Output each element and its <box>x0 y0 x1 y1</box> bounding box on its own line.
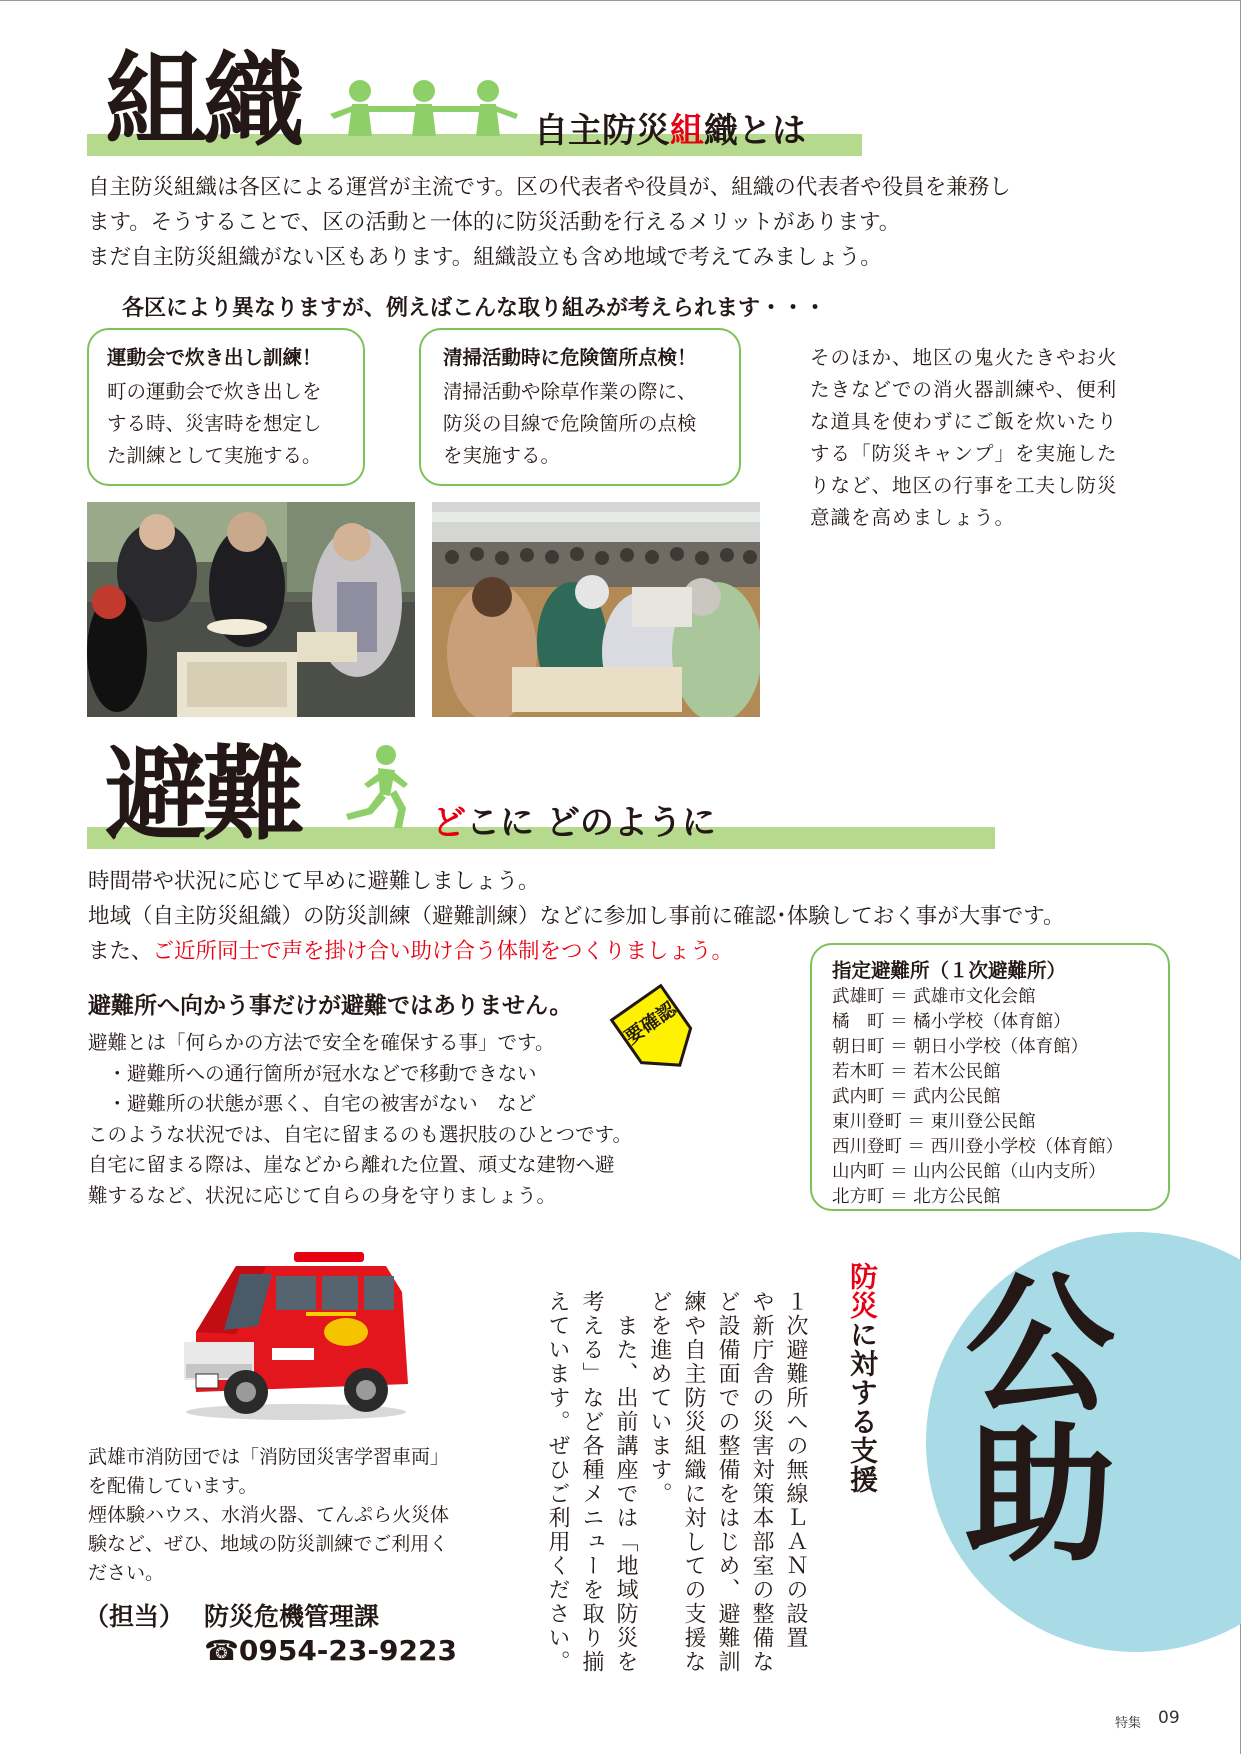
organization-lead: 各区により異なりますが、例えばこんな取り組みが考えられます・・・ <box>122 296 827 321</box>
card-text-line: 清掃活動や除草作業の際に、 <box>443 380 697 403</box>
card-text <box>107 376 349 472</box>
caption-line: 武雄市消防団では「消防団災害学習車両」 <box>88 1446 450 1468</box>
body-line: このような状況では、自宅に留まるのも選択肢のひとつです。 <box>88 1122 633 1146</box>
card-sports-day <box>87 328 365 486</box>
running-person-icon <box>340 744 420 830</box>
public-help-vertical-title <box>842 1262 882 1494</box>
card-text-line: 防災の目線で危険箇所の点検 <box>443 412 697 435</box>
subhead-text-rest: 織とは <box>704 111 806 151</box>
fire-truck-illustration <box>176 1252 416 1422</box>
vertical-title-rest: に対する支援 <box>846 1320 879 1494</box>
paragraph-line: 自主防災組織は各区による運営が主流です。区の代表者や役員が、組織の代表者や役員を兼務し <box>88 175 1011 200</box>
paragraph-text: また、 <box>88 939 153 964</box>
paragraph-line: 時間帯や状況に応じて早めに避難しましょう。 <box>88 869 540 894</box>
circle-kanji-ko: 公 <box>965 1257 1116 1433</box>
shelter-row: 若木町 ＝ 若木公民館 <box>832 1062 1001 1082</box>
contact-label: （担当） <box>84 1602 185 1631</box>
organization-side-text <box>810 342 1170 534</box>
shelter-row: 武内町 ＝ 武内公民館 <box>832 1087 1001 1107</box>
photo-cooking-training <box>87 502 415 717</box>
evacuation-bold-head: 避難所へ向かう事だけが避難ではありません。 <box>88 993 573 1019</box>
page-number: 09 <box>1158 1708 1180 1728</box>
photo-gym-inspection <box>432 502 760 717</box>
card-title: 清掃活動時に危険箇所点検！ <box>443 346 697 369</box>
card-cleanup <box>419 328 741 486</box>
evacuation-heading: 避難 <box>105 735 301 855</box>
card-title: 運動会で炊き出し訓練！ <box>107 346 322 369</box>
caption-line: 験など、ぜひ、地域の防災訓練でご利用く <box>88 1533 449 1555</box>
side-text-line: 意識を高めましょう。 <box>810 506 1016 529</box>
circle-kanji-jo: 助 <box>965 1407 1116 1583</box>
subhead-text: こに どのように <box>466 803 716 843</box>
side-text-line: する「防災キャンプ」を実施した <box>810 442 1118 465</box>
shelter-row: 山内町 ＝ 山内公民館（山内支所） <box>832 1162 1106 1182</box>
people-holding-hands-icon <box>330 78 520 136</box>
shelter-list-box <box>810 943 1170 1211</box>
shelter-row: 北方町 ＝ 北方公民館 <box>832 1187 1001 1207</box>
shelter-row: 西川登町 ＝ 西川登小学校（体育館） <box>832 1137 1124 1157</box>
shelter-row: 橘 町 ＝ 橘小学校（体育館） <box>832 1012 1071 1032</box>
shelter-row: 朝日町 ＝ 朝日小学校（体育館） <box>832 1037 1089 1057</box>
body-line: ・避難所の状態が悪く、自宅の被害がない など <box>88 1092 537 1115</box>
subhead-text: 自主防災 <box>534 111 670 151</box>
side-text-line: たきなどでの消火器訓練や、便利 <box>810 378 1118 401</box>
evacuation-body <box>88 1028 708 1211</box>
truck-caption <box>88 1443 518 1588</box>
shelter-row: 武雄町 ＝ 武雄市文化会館 <box>832 987 1036 1007</box>
body-line: 自宅に留まる際は、崖などから離れた位置、頑丈な建物へ避 <box>88 1153 615 1176</box>
caption-line: 煙体験ハウス、水消火器、てんぷら火災体 <box>88 1504 450 1526</box>
body-line: ・避難所への通行箇所が冠水などで移動できない <box>88 1061 537 1085</box>
caption-line: ださい。 <box>88 1562 165 1584</box>
side-text-line: そのほか、地区の鬼火たきやお火 <box>810 346 1118 369</box>
paragraph-red-text: ご近所同士で声を掛け合い助け合う体制をつくりましょう。 <box>152 939 734 964</box>
body-line: 難するなど、状況に応じて自らの身を守りましょう。 <box>88 1183 557 1207</box>
evacuation-subheading <box>432 803 716 843</box>
side-text-line: りなど、地区の行事を工夫し防災 <box>810 474 1118 497</box>
contact-phone: ☎0954-23-9223 <box>204 1634 457 1667</box>
vertical-title-red: 防災 <box>846 1262 879 1320</box>
card-text <box>443 376 725 472</box>
side-text-line: な道具を使わずにご飯を炊いたり <box>810 410 1118 433</box>
subhead-red-char: ど <box>432 803 466 843</box>
caption-line: を配備しています。 <box>88 1475 258 1497</box>
public-help-vertical-text: １次避難所への無線ＬＡＮの設置 や新庁舎の災害対策本部室の整備な ど設備面での整備をはじめ、避難訓 練や自主防災組織に対しての支援な どを進めています。 また、出前講座では「地域防災を 考える」など各種メニューを取り揃 えています。ぜひご利用ください。 <box>545 1290 808 1674</box>
badge-text: 要確認 <box>620 997 681 1049</box>
subhead-red-char: 組 <box>670 111 704 151</box>
organization-subheading <box>534 111 806 151</box>
card-text-line: 町の運動会で炊き出しを <box>107 380 322 403</box>
card-text-line: する時、災害時を想定し <box>107 412 322 435</box>
shelter-row: 東川登町 ＝ 東川登公民館 <box>832 1112 1036 1132</box>
paragraph-line: ます。そうすることで、区の活動と一体的に防災活動を行えるメリットがあります。 <box>88 210 901 235</box>
contact-department: 防災危機管理課 <box>204 1602 380 1631</box>
footer-section-label: 特集 <box>1115 1716 1142 1731</box>
organization-paragraph <box>88 170 1168 275</box>
card-text-line: た訓練として実施する。 <box>107 444 322 467</box>
paragraph-line: まだ自主防災組織がない区もあります。組織設立も含め地域で考えてみましょう。 <box>88 245 882 270</box>
paragraph-line: 地域（自主防災組織）の防災訓練（避難訓練）などに参加し事前に確認･体験しておく事が大事です。 <box>88 904 1065 929</box>
card-text-line: を実施する。 <box>443 444 561 467</box>
body-line: 避難とは「何らかの方法で安全を確保する事」です。 <box>88 1031 555 1054</box>
organization-heading: 組織 <box>105 41 301 161</box>
shelter-list-title: 指定避難所（１次避難所） <box>832 959 1067 982</box>
